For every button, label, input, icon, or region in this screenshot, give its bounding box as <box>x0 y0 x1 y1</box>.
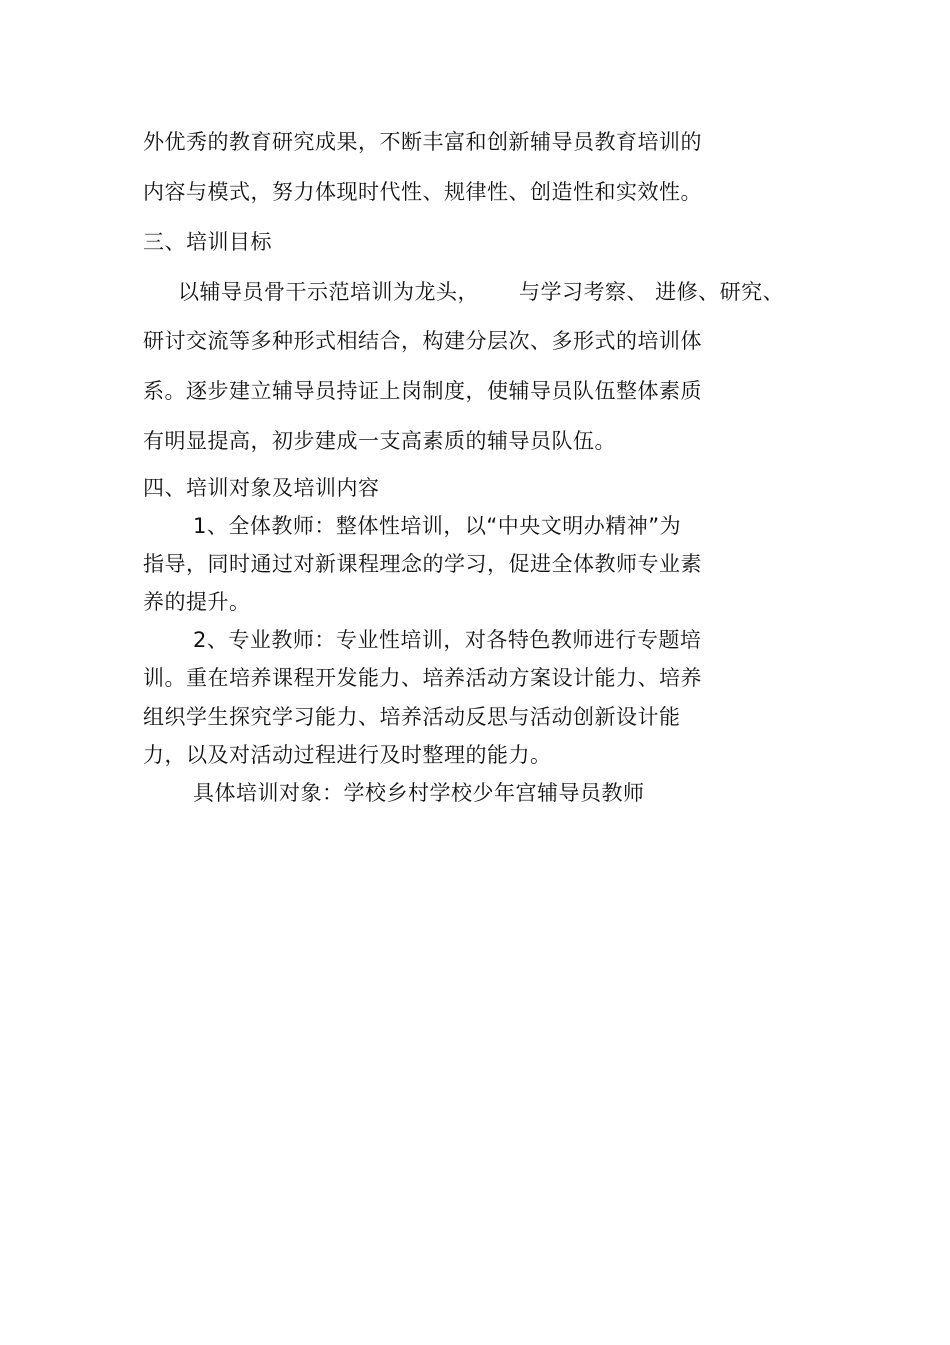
item-1-line-2: 指导，同时通过对新课程理念的学习，促进全体教师专业素 <box>143 552 702 576</box>
item-1-line-3: 养的提升。 <box>143 590 251 614</box>
target-line: 具体培训对象：学校乡村学校少年宫辅导员教师 <box>193 781 645 805</box>
paragraph-2-line-1-part-a: 以辅导员骨干示范培训为龙头， <box>178 280 479 304</box>
section-3-heading: 三、培训目标 <box>143 230 272 254</box>
paragraph-1-line-2: 内容与模式，努力体现时代性、规律性、创造性和实效性。 <box>143 180 702 204</box>
item-2-line-2: 训。重在培养课程开发能力、培养活动方案设计能力、培养 <box>143 666 702 690</box>
paragraph-2-line-1-part-b: 与学习考察、 进修、研究、 <box>519 280 785 304</box>
section-4-heading: 四、培训对象及培训内容 <box>143 476 380 500</box>
item-2-line-1: 2、专业教师：专业性培训，对各特色教师进行专题培 <box>193 628 702 652</box>
paragraph-2-line-4: 有明显提高，初步建成一支高素质的辅导员队伍。 <box>143 429 616 453</box>
item-2-line-3: 组织学生探究学习能力、培养活动反思与活动创新设计能 <box>143 705 681 729</box>
item-2-line-4: 力，以及对活动过程进行及时整理的能力。 <box>143 743 552 767</box>
paragraph-1-line-1: 外优秀的教育研究成果，不断丰富和创新辅导员教育培训的 <box>143 130 702 154</box>
paragraph-2-line-1 <box>178 278 784 306</box>
item-1-line-1: 1、全体教师：整体性培训，以“中央文明办精神”为 <box>193 514 682 538</box>
paragraph-2-line-3: 系。逐步建立辅导员持证上岗制度，使辅导员队伍整体素质 <box>143 379 702 403</box>
paragraph-2-line-2: 研讨交流等多种形式相结合，构建分层次、多形式的培训体 <box>143 329 702 353</box>
